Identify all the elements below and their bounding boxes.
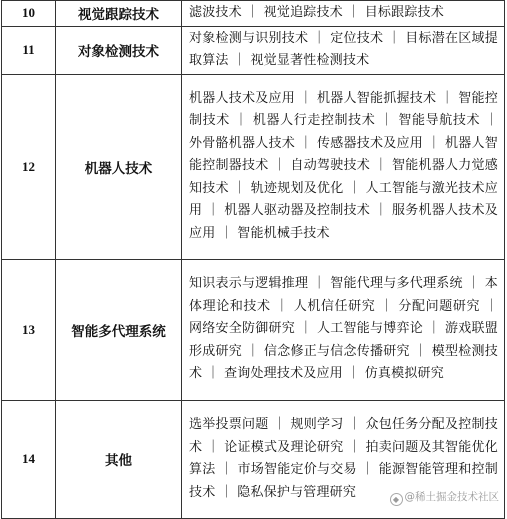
tech-table — [1, 0, 505, 519]
watermark — [390, 489, 500, 506]
category-name: 其他 — [56, 400, 182, 518]
category-name: 智能多代理系统 — [56, 259, 182, 400]
table-row-10 — [2, 1, 505, 27]
row-number: 13 — [2, 259, 56, 400]
category-name: 机器人技术 — [56, 74, 182, 259]
row-number: 12 — [2, 74, 56, 259]
row-number: 11 — [2, 26, 56, 74]
table-row-13 — [2, 259, 505, 400]
row-number: 14 — [2, 400, 56, 518]
category-description: 对象检测与识别技术 ｜ 定位技术 ｜ 目标潜在区域提取算法 ｜ 视觉显著性检测技术 — [182, 26, 505, 74]
table-row-12 — [2, 74, 505, 259]
juejin-logo-icon: ◆ — [390, 493, 403, 506]
category-description: 选举投票问题 ｜ 规则学习 ｜ 众包任务分配及控制技术 ｜ 论证模式及理论研究 ｜ 拍卖问题及其智能优化算法 ｜ 市场智能定价与交易 ｜ 能源智能管理和控制技术 ｜ 隐私保护与管理研究 — [182, 400, 505, 518]
category-name: 视觉跟踪技术 — [56, 1, 182, 27]
category-name: 对象检测技术 — [56, 26, 182, 74]
category-description: 机器人技术及应用 ｜ 机器人智能抓握技术 ｜ 智能控制技术 ｜ 机器人行走控制技术 ｜ 智能导航技术 ｜ 外骨骼机器人技术 ｜ 传感器技术及应用 ｜ 机器人智能控制器技术 ｜ 自动驾驶技术 ｜ 智能机器人力觉感知技术 ｜ 轨迹规划及优化 ｜ 人工智能与激光技术应用 ｜ 机器人驱动器及控制技术 ｜ 服务机器人技术及应用 ｜ 智能机械手技术 — [182, 74, 505, 259]
row-number: 10 — [2, 1, 56, 27]
category-description: 知识表示与逻辑推理 ｜ 智能代理与多代理系统 ｜ 本体理论和技术 ｜ 人机信任研究 ｜ 分配问题研究 ｜ 网络安全防御研究 ｜ 人工智能与博弈论 ｜ 游戏联盟形成研究 ｜ 信念修正与信念传播研究 ｜ 模型检测技术 ｜ 查询处理技术及应用 ｜ 仿真模拟研究 — [182, 259, 505, 400]
table-row-11 — [2, 26, 505, 74]
category-description: 滤波技术 ｜ 视觉追踪技术 ｜ 目标跟踪技术 — [182, 1, 505, 27]
watermark-text: @稀土掘金技术社区 — [404, 491, 499, 503]
